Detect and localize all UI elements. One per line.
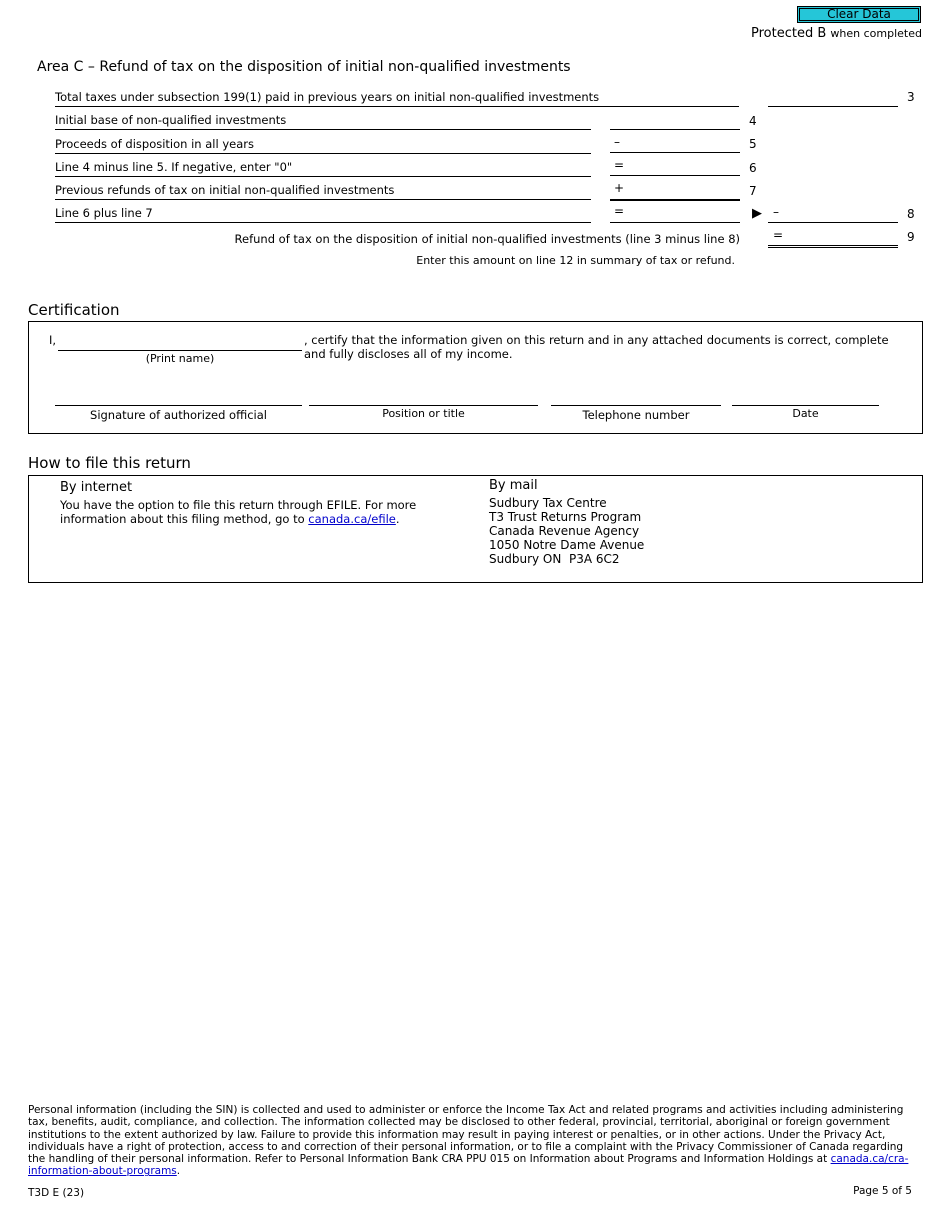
mail-title: By mail (489, 478, 538, 493)
mail-line-5: Sudbury ON P3A 6C2 (489, 552, 620, 566)
area-c-title: Area C – Refund of tax on the disposition of initial non-qualified investments (37, 59, 571, 75)
line-7-label: Previous refunds of tax on initial non-qualified investments (55, 183, 591, 200)
line-7-number: 7 (749, 184, 757, 198)
print-name-label: (Print name) (145, 352, 215, 365)
arrow-right-icon: ▶ (752, 206, 762, 221)
line-8-sub-input[interactable] (610, 204, 740, 223)
signature-label: Signature of authorized official (90, 408, 267, 422)
line-8-label: Line 6 plus line 7 (55, 206, 591, 223)
clear-data-button[interactable]: Clear Data (797, 6, 921, 23)
line-3-number: 3 (907, 90, 915, 104)
internet-text (60, 498, 420, 526)
line-7-sign: + (614, 181, 625, 195)
line-5-label: Proceeds of disposition in all years (55, 137, 591, 154)
line-4-label: Initial base of non-qualified investments (55, 113, 591, 130)
form-id: T3D E (23) (28, 1187, 85, 1199)
privacy-text: Personal information (including the SIN) is collected and used to administer or enforce the Income Tax Act and related programs and activities including administering tax, benefits, audit, compliance, and collection. The information collected may be disclosed to other federal, provincial, territorial, aboriginal or foreign government institutions to the extent authorized by law. Failure to provide this information may result in paying interest or penalties, or in other actions. Under the Privacy Act, individuals have a right of protection, access to and correction of their personal information, or to file a complaint with the Privacy Commissioner of Canada regarding the handling of their personal information. Refer to Personal Information Bank CRA PPU 015 on Information about Programs and Information Holdings at (28, 1104, 904, 1166)
line-4-number: 4 (749, 114, 757, 128)
mail-line-1: Sudbury Tax Centre (489, 496, 607, 510)
internet-title: By internet (60, 480, 133, 495)
cert-prefix: I, (49, 333, 57, 347)
position-label: Position or title (382, 407, 465, 420)
filing-title: How to file this return (28, 454, 191, 472)
privacy-notice (28, 1104, 921, 1178)
protected-b-text: Protected B (751, 26, 827, 41)
line-6-input[interactable] (610, 157, 740, 176)
protected-suffix: when completed (830, 27, 922, 40)
line-9-sign: = (773, 228, 784, 242)
print-name-field[interactable] (58, 332, 302, 351)
position-field[interactable] (309, 387, 538, 406)
line-5-number: 5 (749, 137, 757, 151)
line-8-right-sign: – (773, 205, 779, 219)
line-9-label: Refund of tax on the disposition of initial non-qualified investments (line 3 minus line 8) (234, 232, 740, 246)
page-number: Page 5 of 5 (853, 1185, 912, 1197)
certification-box (28, 321, 923, 434)
efile-link[interactable]: canada.ca/efile (308, 512, 396, 526)
mail-line-3: Canada Revenue Agency (489, 524, 640, 538)
cert-statement: , certify that the information given on this return and in any attached documents is correct, complete and fully discloses all of my income. (304, 333, 889, 361)
line-3-input[interactable] (768, 88, 898, 107)
mail-line-4: 1050 Notre Dame Avenue (489, 538, 645, 552)
line-8-sign: = (614, 204, 625, 218)
line-9-number: 9 (907, 230, 915, 244)
internet-text-body: You have the option to file this return through EFILE. For more information about this filing method, go to (60, 498, 417, 526)
line-8-input[interactable] (768, 204, 898, 223)
line-9-note: Enter this amount on line 12 in summary of tax or refund. (416, 254, 735, 267)
date-field[interactable] (732, 387, 879, 406)
cra-info-link[interactable]: canada.ca/cra-information-about-programs (28, 1153, 909, 1178)
telephone-label: Telephone number (582, 408, 690, 422)
line-8-number: 8 (907, 207, 915, 221)
line-5-input[interactable] (610, 134, 740, 153)
certification-title: Certification (28, 301, 120, 319)
mail-line-2: T3 Trust Returns Program (489, 510, 642, 524)
line-5-sign: – (614, 135, 620, 149)
line-6-number: 6 (749, 161, 757, 175)
date-label: Date (792, 407, 819, 420)
protected-label (751, 26, 922, 41)
period: . (395, 512, 400, 526)
signature-field[interactable] (55, 387, 302, 406)
line-4-input[interactable] (610, 111, 740, 130)
line-7-input[interactable] (610, 181, 740, 201)
telephone-field[interactable] (551, 387, 721, 406)
line-9-input[interactable] (768, 227, 898, 248)
line-6-sign: = (614, 158, 625, 172)
line-3-label: Total taxes under subsection 199(1) paid in previous years on initial non-qualified investments (55, 90, 739, 107)
filing-box (28, 475, 923, 583)
period: . (176, 1165, 181, 1178)
line-6-label: Line 4 minus line 5. If negative, enter "0" (55, 160, 591, 177)
